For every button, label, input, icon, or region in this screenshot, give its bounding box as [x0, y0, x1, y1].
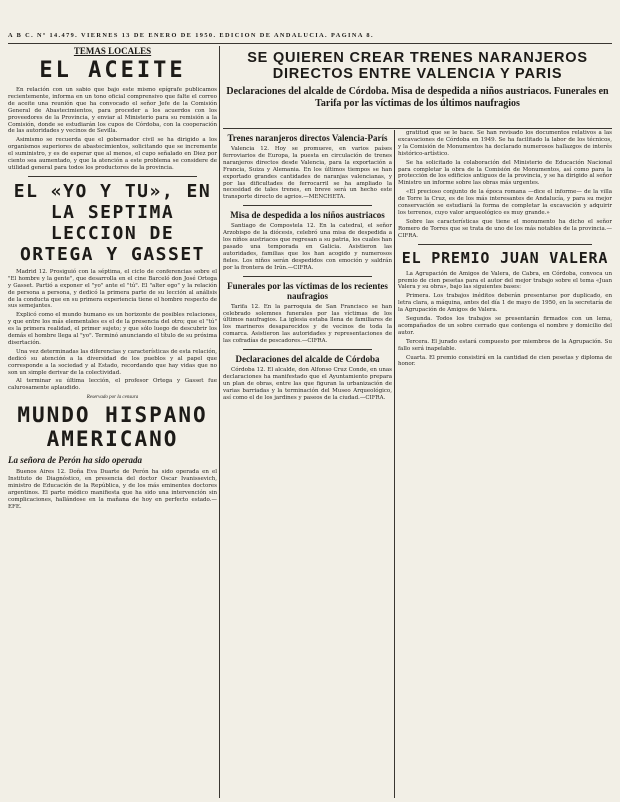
page-header: A B C. Nº 14.479. VIERNES 13 DE ENERO DE 1950. EDICION DE ANDALUCIA. PAGINA 8.	[8, 32, 374, 39]
monumentos-paragraph: gratitud que se le hace. Se han revisado los documentos relativos a las excavaciones de Córdoba en 1949. Se ha facilitado la labor de los técnicos, y la Comisión de Monumentos ha declarado numerosos hallazgos de interés histórico-artístico.	[398, 130, 612, 157]
trenes-subheadline: Trenes naranjeros directos Valencia-París	[227, 133, 388, 143]
premio-paragraph: Tercera. El jurado estará compuesto por miembros de la Agrupación. Su fallo será inapelable.	[398, 338, 612, 352]
left-column	[8, 46, 217, 796]
premio-headline: EL PREMIO JUAN VALERA	[401, 248, 609, 267]
banner-headline: SE QUIEREN CREAR TRENES NARANJEROS DIRECTOS ENTRE VALENCIA Y PARIS	[247, 50, 588, 82]
misa-subheadline: Misa de despedida a los niños austriacos	[230, 210, 385, 221]
middle-column	[223, 130, 392, 796]
funerales-paragraph: Tarifa 12. En la parroquia de San Francisco se han celebrado solemnes funerales por las víctimas de los últimos naufragios. La iglesia estaba llena de familiares de los marineros desaparecidos y de vecinos de toda la comarca. Asistieron las autoridades y representaciones de las cofradías de pescadores.—CIFRA.	[223, 303, 392, 345]
monumentos-paragraph: Sobre las características que tiene el monumento ha dicho el señor Romero de Torres que se trata de uno de los más notables de la provincia.—CIFRA.	[398, 218, 612, 239]
premio-paragraph: Segunda. Todos los trabajos se presentarán firmados con un lema, acompañados de un sobre cerrado que contenga el nombre y domicilio del autor.	[398, 316, 612, 336]
aceite-paragraph: Asimismo se recuerda que el gobernador civil se ha dirigido a los organismos superiores de abastecimientos, solicitando que se incremente el suministro, y es de esperar que al menos, el cupo señalado en Diez por ciento sea aumentado, y que la atención a este problema se considere de utilidad general para todos los productores de la provincia.	[8, 137, 217, 171]
peron-subheadline: La señora de Perón ha sido operada	[8, 455, 143, 466]
banner	[223, 46, 612, 130]
declaraciones-paragraph: Córdoba 12. El alcalde, don Alfonso Cruz Conde, en unas declaraciones ha manifestado que el Ayuntamiento prepara un plan de obras, entre las que figuran la urbanización de varias barriadas y la terminación del Museo Arqueológico, así como el de los jardines y paseos de la ciudad.—CIFRA.	[223, 367, 392, 401]
banner-subheadline: Declaraciones del alcalde de Córdoba. Misa de despedida a niños austriacos. Funerales en Tarifa por las víctimas de los últimos naufragios	[226, 86, 609, 109]
divider	[243, 349, 372, 350]
section-kicker: TEMAS LOCALES	[73, 46, 152, 56]
yoytu-paragraph: Explicó como el mundo humano es un horizonte de posibles relaciones, y que entre los más elementales es el de la presencia del otro; que el "tú" es la primera realidad, el primer sujeto; y que sólo luego de descubrir los demás el hombre llega al "yo". Terminó anunciando el título de su próxima disertación.	[8, 312, 217, 346]
stub-line: Reservado por la censura	[86, 395, 139, 401]
divider	[243, 276, 372, 277]
misa-paragraph: Santiago de Compostela 12. En la catedral, el señor Arzobispo de la diócesis, celebró una misa de despedida a los niños austriacos que regresan a su patria, los cuales han pasado una temporada en Galicia. Asistieron las autoridades, familias que los han acogido y numerosos fieles. Los niños serán despedidos con emoción y saldrán por la frontera de Irún.—CIFRA.	[223, 223, 392, 271]
yoytu-paragraph: Madrid 12. Prosiguió con la séptima, el ciclo de conferencias sobre el "El hombre y la gente", que desarrolla en el cine Barceló don José Ortega y Gasset. Partió a exponer el "yo" ante el "tú". El "alter ego" y la relación de persona a persona, y dedicó la primera parte de su lección al análisis de la conducta que en su primera experiencia tiene el hombre respecto de sus semejantes.	[8, 268, 217, 310]
peron-paragraph: Buenos Aires 12. Doña Eva Duarte de Perón ha sido operada en el Instituto de Diagnóstico, en presencia del doctor Oscar Ivanissevich, ministro de Educación de la República, y de los más eminentes doctores argentinos. El parte médico manifiesta que ha sido una intervención sin complicaciones, hallándose en la mañana de hoy en perfecto estado.—EFE.	[8, 469, 217, 510]
premio-paragraph: Cuarta. El premio consistirá en la cantidad de cien pesetas y diploma de honor.	[398, 354, 612, 368]
divider	[418, 244, 592, 245]
divider	[243, 205, 372, 206]
yoytu-paragraph: Una vez determinadas las diferencias y características de esta relación, dedicó su atención a la diversidad de los pueblos y al papel que corresponde a la sociedad y al Estado, recordando que hay vidas que no son un simple derivar de la colectividad.	[8, 348, 217, 376]
declaraciones-subheadline: Declaraciones del alcalde de Córdoba	[235, 354, 380, 365]
header-rule	[8, 43, 612, 44]
column-divider	[394, 130, 395, 798]
yoytu-headline: EL «YO Y TU», EN LA SEPTIMA LECCION DE ORTEGA Y GASSET	[13, 180, 212, 265]
column-divider	[219, 46, 220, 798]
trenes-paragraph: Valencia 12. Hoy se promueve, en varios países ferroviarios de Europa, la puesta en circulación de trenes naranjeros directos desde Valencia, para la exportación a Francia, Suiza y Alemania. En los últimos tiempos se han exportado grandes cantidades de naranjas valencianas, y por las dificultades de ferrocarril se ha ampliado la necesidad de tales trenes, en breve será un hecho este transporte directo de agrios.—MENCHETA.	[223, 146, 392, 201]
monumentos-paragraph: Se ha solicitado la colaboración del Ministerio de Educación Nacional para completar la obra de la Comisión de Monumentos, así como para la protección de los edificios antiguos de la provincia, y se ha dirigido al señor Ministro un informe sobre las obras más urgentes.	[398, 159, 612, 187]
divider	[28, 176, 197, 177]
yoytu-paragraph: Al terminar su última lección, el profesor Ortega y Gasset fue calurosamente aplaudido.	[8, 378, 217, 392]
monumentos-paragraph: «El precioso conjunto de la época romana —dice el informe— de la villa de Torre la Cruz, es de los más interesantes de Andalucía, y para su mejor conservación se estudiará la forma de completar la excavación y adquirir los terrenos, cuyo valor arqueológico es muy grande.»	[398, 189, 612, 216]
aceite-headline: EL ACEITE	[39, 58, 186, 83]
mundo-headline: MUNDO HISPANO AMERICANO	[17, 403, 208, 452]
premio-paragraph: Primera. Los trabajos inéditos deberán presentarse por duplicado, en letra clara, a máquina, antes del día 1 de mayo de 1950, en la secretaría de la Agrupación de Amigos de Valera.	[398, 293, 612, 314]
aceite-paragraph: En relación con un sabio que bajo este mismo epígrafe publicamos recientemente, informa en un tono oficial comprensivo que falte el correo de aceite una reunión que ha convocado el señor Jefe de la Comisión General de Abastecimientos, para proceder a los acuerdos con los proveedores de la Provincia, y enviar al Ministerio para su remisión a la Comisión, donde se estudiarán los cupos de Córdoba, con la cooperación de las autoridades y vecinos de Sevilla.	[8, 87, 217, 135]
premio-paragraph: La Agrupación de Amigos de Valera, de Cabra, en Córdoba, convoca un premio de cien pesetas para el autor del mejor trabajo sobre el tema «Juan Valera y su obra», bajo las siguientes bases:	[398, 270, 612, 291]
funerales-subheadline: Funerales por las víctimas de los recientes naufragios	[227, 280, 388, 301]
right-column	[398, 130, 612, 796]
